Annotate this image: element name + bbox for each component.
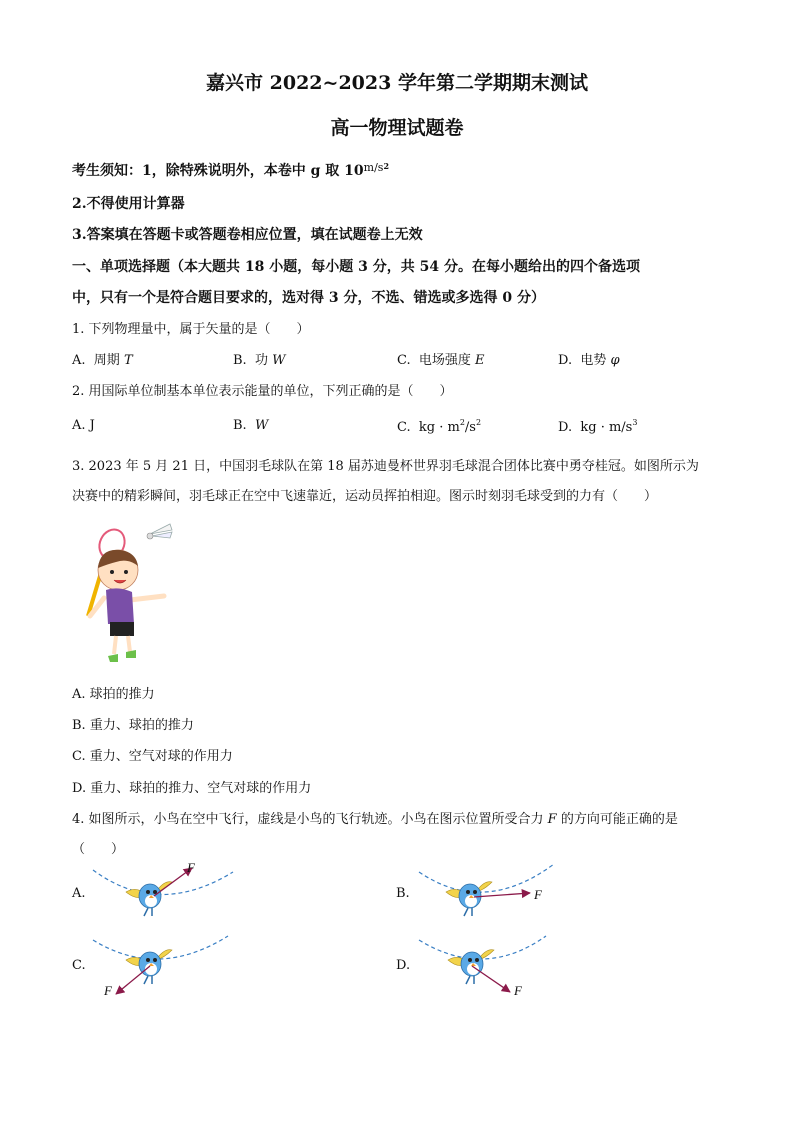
q4-stem-line1: 4. 如图所示，小鸟在空中飞行，虚线是小鸟的飞行轨迹。小鸟在图示位置所受合力 F 的方向可能正确的是	[72, 812, 678, 827]
q1-option-b: B. 功 W	[233, 353, 286, 368]
q3-stem-line1: 3. 2023 年 5 月 21 日，中国羽毛球队在第 18 届苏迪曼杯世界羽毛球混合团体比赛中勇夺桂冠。如图所示为	[72, 459, 699, 474]
q4-option-b-label: B.	[396, 886, 410, 901]
q1-option-d: D. 电势 φ	[558, 353, 620, 368]
player-shorts	[110, 622, 134, 636]
force-arrow	[116, 966, 150, 994]
q2-option-c: C. kg · $m^2/s^2$	[397, 418, 482, 435]
q2-option-b: B. W	[233, 418, 269, 433]
q4-diagram-a	[88, 860, 238, 924]
section-heading-line2: 中，只有一个是符合题目要求的，选对得 3 分，不选、错选或多选得 0 分）	[72, 290, 545, 306]
q3-option-d: D. 重力、球拍的推力、空气对球的作用力	[72, 781, 312, 796]
q4-diagram-b	[414, 860, 564, 924]
q4-stem-line2: （ ）	[72, 842, 125, 857]
note-1-unit: m/s	[363, 161, 384, 174]
q4-diagram-c	[88, 930, 238, 1000]
note-1-exp: 2	[383, 161, 390, 171]
badminton-player-illustration	[78, 520, 178, 668]
q1-option-c: C. 电场强度 E	[397, 353, 485, 368]
note-2: 2.不得使用计算器	[72, 196, 185, 212]
note-3: 3.答案填在答题卡或答题卷相应位置，填在试题卷上无效	[72, 227, 423, 243]
bird-icon	[126, 882, 172, 916]
q2-option-a: A. J	[72, 418, 95, 433]
force-arrow	[474, 893, 530, 897]
q3-option-c: C. 重力、空气对球的作用力	[72, 749, 233, 764]
q3-option-a: A. 球拍的推力	[72, 687, 155, 702]
exam-title: 嘉兴市 2022~2023 学年第二学期期末测试	[206, 72, 588, 94]
trajectory-line	[93, 870, 233, 895]
q4-option-d-label: D.	[396, 958, 411, 973]
q1-option-a: A. 周期 T	[72, 353, 133, 368]
bird-icon	[448, 950, 494, 984]
q4-option-c-label: C.	[72, 958, 86, 973]
shuttlecock-icon	[147, 524, 172, 539]
force-label: F	[187, 860, 195, 875]
note-1-text: 考生须知：1，除特殊说明外，本卷中 g 取 10	[72, 163, 364, 179]
q4-option-a-label: A.	[72, 886, 86, 901]
bird-icon	[446, 882, 492, 916]
q1-stem: 1. 下列物理量中，属于矢量的是（ ）	[72, 322, 310, 337]
section-heading-line1: 一、单项选择题（本大题共 18 小题，每小题 3 分，共 54 分。在每小题给出的四个备选项	[72, 259, 640, 275]
exam-subtitle: 高一物理试题卷	[330, 117, 464, 139]
q3-stem-line2: 决赛中的精彩瞬间，羽毛球正在空中飞速靠近，运动员挥拍相迎。图示时刻羽毛球受到的力有（ ）	[72, 489, 658, 504]
q4-diagram-d	[414, 930, 564, 1000]
force-label: F	[514, 983, 522, 998]
note-1	[72, 160, 389, 180]
force-label: F	[104, 983, 112, 998]
q2-option-d: D. kg · $m/s^3$	[558, 418, 638, 435]
q3-option-b: B. 重力、球拍的推力	[72, 718, 194, 733]
force-label: F	[534, 887, 542, 902]
player-shirt	[106, 588, 134, 624]
force-arrow	[472, 966, 510, 992]
q2-stem: 2. 用国际单位制基本单位表示能量的单位，下列正确的是（ ）	[72, 384, 453, 399]
